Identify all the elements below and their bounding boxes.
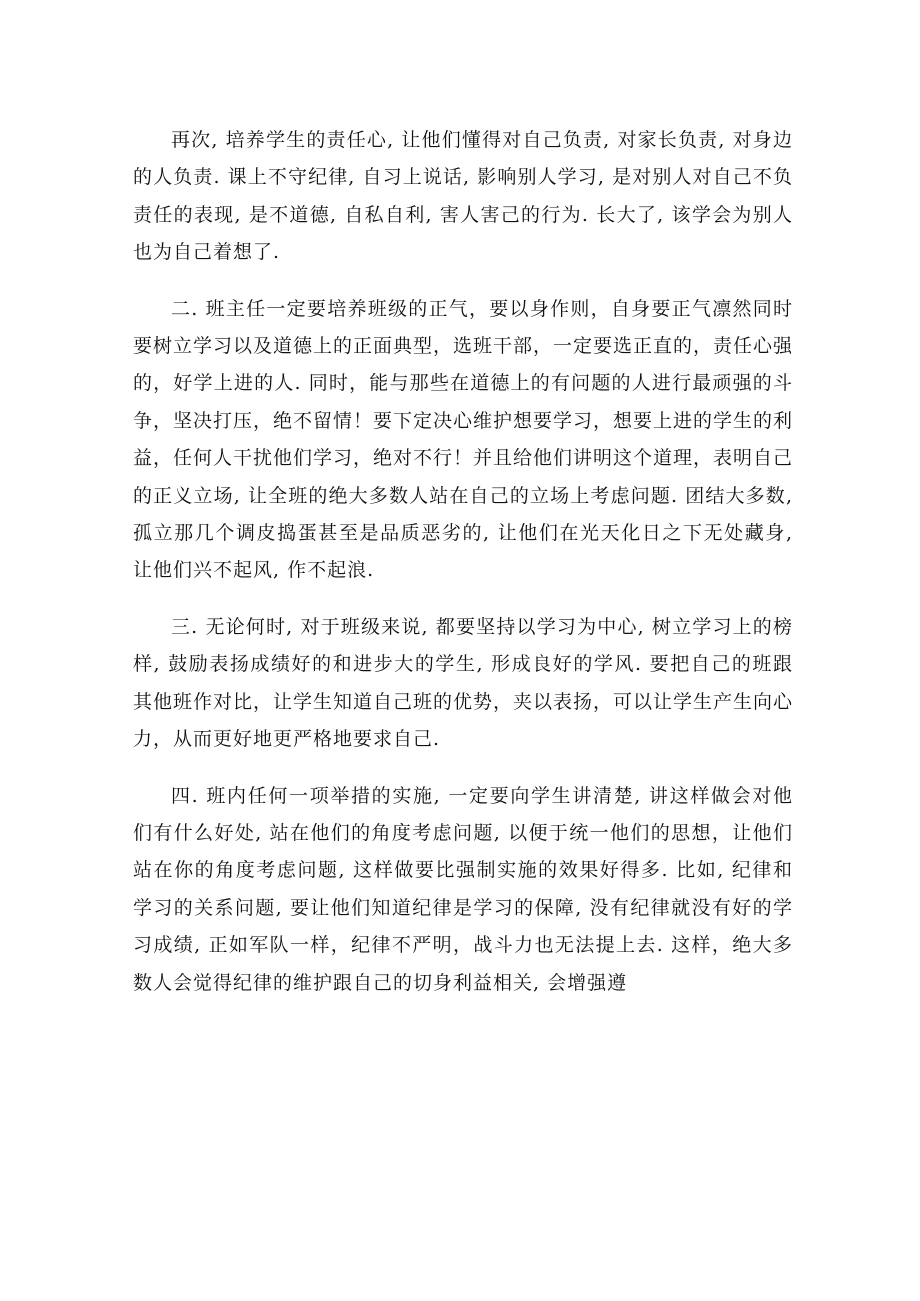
paragraph-responsibility: 再次, 培养学生的责任心, 让他们懂得对自己负责, 对家长负责, 对身边的人负责. 课上不守纪律, 自习上说话, 影响别人学习, 是对别人对自己不负责任的表现, 是不道德, 自私自利, 害人害己的行为. 长大了, 该学会为别人也为自己着想了. bbox=[133, 129, 793, 264]
paragraph-section-four: 四. 班内任何一项举措的实施, 一定要向学生讲清楚, 讲这样做会对他们有什么好处, 站在他们的角度考虑问题, 以便于统一他们的思想，让他们站在你的角度考虑问题, 这样做要比强制实施的效果好得多. 比如, 纪律和学习的关系问题, 要让他们知道纪律是学习的保障, 没有纪律就没有好的学习成绩, 正如军队一样，纪律不严明，战斗力也无法提上去. 这样，绝大多数人会觉得纪律的维护跟自己的切身利益相关, 会增强遵 bbox=[133, 784, 793, 994]
document-body bbox=[133, 122, 793, 1021]
paragraph-section-three: 三. 无论何时, 对于班级来说, 都要坚持以学习为中心, 树立学习上的榜样, 鼓励表扬成绩好的和进步大的学生, 形成良好的学风. 要把自己的班跟其他班作对比，让学生知道自己班的优势，夹以表扬，可以让学生产生向心力，从而更好地更严格地要求自己. bbox=[133, 615, 794, 751]
paragraph-section-two: 二. 班主任一定要培养班级的正气，要以身作则，自身要正气凛然同时要树立学习以及道德上的正面典型，选班干部，一定要选正直的，责任心强的，好学上进的人. 同时，能与那些在道德上的有问题的人进行最顽强的斗争，坚决打压，绝不留情！要下定决心维护想要学习，想要上进的学生的利益，任何人干扰他们学习，绝对不行！并且给他们讲明这个道理，表明自己的正义立场, 让全班的绝大多数人站在自己的立场上考虑问题. 团结大多数, 孤立那几个调皮捣蛋甚至是品质恶劣的, 让他们在光天化日之下无处藏身, 让他们兴不起风, 作不起浪. bbox=[133, 297, 794, 582]
